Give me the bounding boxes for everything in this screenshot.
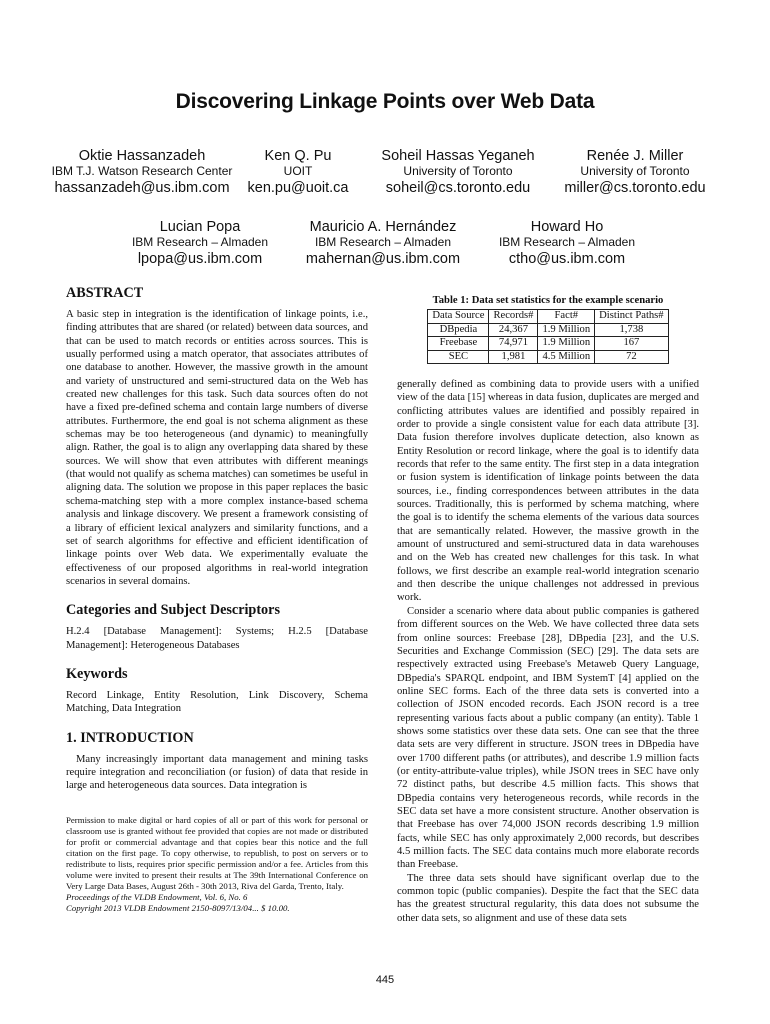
- introduction-paragraph: Many increasingly important data management and mining tasks require integration and reconciliation (or fusion) of data that reside in large and heterogeneous data sources. Data integration is: [66, 753, 368, 792]
- author-block: [42, 148, 242, 197]
- abstract-text: A basic step in integration is the identification of linkage points, i.e., finding attributes that are shared (or related) between data sources, and that can be used to match records or entities across sources. This is usually performed using a match operator, that associates attributes of one database to another. However, the massive growth in the amount and variety of unstructured and semi-structured data on the Web has created new challenges for this task. Such data sources often do not have a fixed pre-defined schema and contain large numbers of diverse attributes. Furthermore, the end goal is not schema alignment as these schemas may be too heterogeneous (and dynamic) to meaningfully align. Rather, the goal is to align any overlapping data shared by these sources. We will show that even attributes with different meanings (that would not qualify as schema matches) can sometimes be useful in aligning data. The solution we propose in this paper replaces the basic schema-matching step with a more complex instance-based schema analysis and linkage discovery. We present a framework consisting of a library of efficient lexical analyzers and similarity functions, and a set of search algorithms for effective and efficient identification of linkage points over Web data. We experimentally evaluate the effectiveness of our proposed algorithms in real-world integration scenarios in several domains.: [66, 309, 368, 587]
- author-block: [100, 219, 300, 268]
- author-name: Renée J. Miller: [586, 148, 684, 164]
- author-affiliation: IBM Research – Almaden: [131, 234, 269, 249]
- left-column: [66, 285, 368, 914]
- introduction-heading: 1. INTRODUCTION: [66, 729, 194, 746]
- author-block: [238, 148, 358, 197]
- body-paragraph: generally defined as combining data to provide users with a unified view of the data [15] whereas in data fusion, duplicates are merged and conflicting attributes values are identified and possibly repaired in order to provide a single consistent value for each data attribute [3]. Data fusion therefore involves duplicate detection, also known as Entity Resolution or record linkage, where the goal is to identify data records that refer to the same entity. The first step in a data integration or fusion system is identification of linkage points between the data sources, i.e., finding correspondences between attributes in the data sources. Traditionally, this is performed by schema matching, where the goal is to identify the schema elements of the various data sources that are semantically related. However, the massive growth in the amount of unstructured and semi-structured data in data warehouses and on the Web has created new challenges for this task. In what follows, we first describe an example real-world integration scenario and then describe the unique challenges not addressed in previous work.: [397, 378, 699, 604]
- author-email: mahernan@us.ibm.com: [305, 251, 461, 268]
- paper-title: Discovering Linkage Points over Web Data: [175, 90, 595, 113]
- author-email: ctho@us.ibm.com: [508, 251, 626, 268]
- author-email: soheil@cs.toronto.edu: [385, 180, 531, 197]
- abstract-heading: ABSTRACT: [66, 285, 144, 301]
- author-block: [467, 219, 667, 268]
- author-name: Lucian Popa: [159, 219, 241, 235]
- table-header-cell: Distinct Paths#: [595, 310, 668, 323]
- table-cell: 24,367: [489, 323, 538, 336]
- body-paragraph: Consider a scenario where data about public companies is gathered from different sources on the Web. We have collected three data sets from online sources: Freebase [28], DBpedia [23], and the U.S. Securities and Exchange Commission (SEC) [29]. The data sets are respectively extracted using Freebase's Metaweb Query Language, DBpedia's SPARQL endpoint, and IBM SystemT [4] applied on the online SEC forms. Each of the three data sets is converted into a collection of JSON encoded records. Each JSON record is a tree representing various facts about a public company (an entity). Table 1 shows some statistics over these data sets. One can see that the three data sets are very different in structure. JSON trees in DBpedia have over 1700 different paths (or attributes), and describe 1.9 million facts (or entity-attribute-value triples), while JSON trees in SEC have only 72 distinct paths, but describe 4.5 million facts. This shows that DBpedia contains very heterogeneous records, while records in the SEC data set have a more consistent structure. Another observation is that Freebase has over 74,000 JSON records describing 1.9 million facts, while SEC has only approximately 2,000 records, but describes 4.5 million facts. The SEC data contains much more elaborate records than Freebase.: [397, 605, 699, 871]
- proceedings-line: Proceedings of the VLDB Endowment, Vol. 6, No. 6: [66, 892, 248, 903]
- right-column: [397, 294, 699, 925]
- author-email: ken.pu@uoit.ca: [247, 180, 349, 197]
- author-email: miller@cs.toronto.edu: [564, 180, 706, 197]
- categories-text: H.2.4 [Database Management]: Systems; H.2.5 [Database Management]: Heterogeneous Databases: [66, 626, 368, 651]
- page-number: 445: [375, 974, 395, 986]
- table-header-cell: Records#: [489, 310, 538, 323]
- author-block: [358, 148, 558, 197]
- author-block: [546, 148, 724, 197]
- table-cell: Freebase: [428, 337, 489, 350]
- keywords-heading: Keywords: [66, 665, 128, 682]
- table-cell: 167: [595, 337, 668, 350]
- table-cell: 1,738: [595, 323, 668, 336]
- copyright-line: Copyright 2013 VLDB Endowment 2150-8097/13/04... $ 10.00.: [66, 903, 290, 914]
- author-name: Mauricio A. Hernández: [309, 219, 457, 235]
- table-row: [428, 323, 668, 336]
- author-email: lpopa@us.ibm.com: [137, 251, 263, 268]
- table-cell: 4.5 Million: [538, 350, 595, 363]
- author-affiliation: University of Toronto: [580, 163, 690, 178]
- author-affiliation: IBM T.J. Watson Research Center: [51, 163, 233, 178]
- table-header-cell: Fact#: [538, 310, 595, 323]
- author-affiliation: IBM Research – Almaden: [314, 234, 452, 249]
- table-row: [428, 350, 668, 363]
- author-affiliation: University of Toronto: [403, 163, 513, 178]
- author-email: hassanzadeh@us.ibm.com: [54, 180, 230, 197]
- table-cell: 1,981: [489, 350, 538, 363]
- author-affiliation: IBM Research – Almaden: [498, 234, 636, 249]
- table-caption: Table 1: Data set statistics for the example scenario: [432, 295, 664, 306]
- author-block: [283, 219, 483, 268]
- table-cell: 74,971: [489, 337, 538, 350]
- table-header-row: [428, 310, 668, 323]
- author-name: Soheil Hassas Yeganeh: [381, 148, 535, 164]
- author-name: Ken Q. Pu: [264, 148, 332, 164]
- permission-text: Permission to make digital or hard copies of all or part of this work for personal or classroom use is granted without fee provided that copies are not made or distributed for profit or commercial advantage and that copies bear this notice and the full citation on the first page. To copy otherwise, to republish, to post on servers or to redistribute to lists, requires prior specific permission and/or a fee. Articles from this volume were invited to present their results at The 39th International Conference on Very Large Data Bases, August 26th - 30th 2013, Riva del Garda, Trento, Italy.: [66, 814, 368, 892]
- keywords-text: Record Linkage, Entity Resolution, Link Discovery, Schema Matching, Data Integration: [66, 689, 368, 715]
- body-paragraph: The three data sets should have significant overlap due to the common topic (public companies). Despite the fact that the SEC data has the greatest structural regularity, this data does not subsume the other data sets, so alignment and use of these data sets: [397, 872, 699, 924]
- table-cell: 1.9 Million: [538, 323, 595, 336]
- categories-heading: Categories and Subject Descriptors: [66, 602, 280, 619]
- table-cell: SEC: [428, 350, 489, 363]
- table-cell: DBpedia: [428, 323, 489, 336]
- author-name: Howard Ho: [530, 219, 604, 235]
- table-cell: 72: [595, 350, 668, 363]
- table-row: [428, 337, 668, 350]
- table-cell: 1.9 Million: [538, 337, 595, 350]
- table-header-cell: Data Source: [428, 310, 489, 323]
- author-name: Oktie Hassanzadeh: [78, 148, 206, 164]
- stats-table: [427, 309, 668, 364]
- permission-notice: [66, 815, 368, 915]
- author-affiliation: UOIT: [283, 163, 313, 178]
